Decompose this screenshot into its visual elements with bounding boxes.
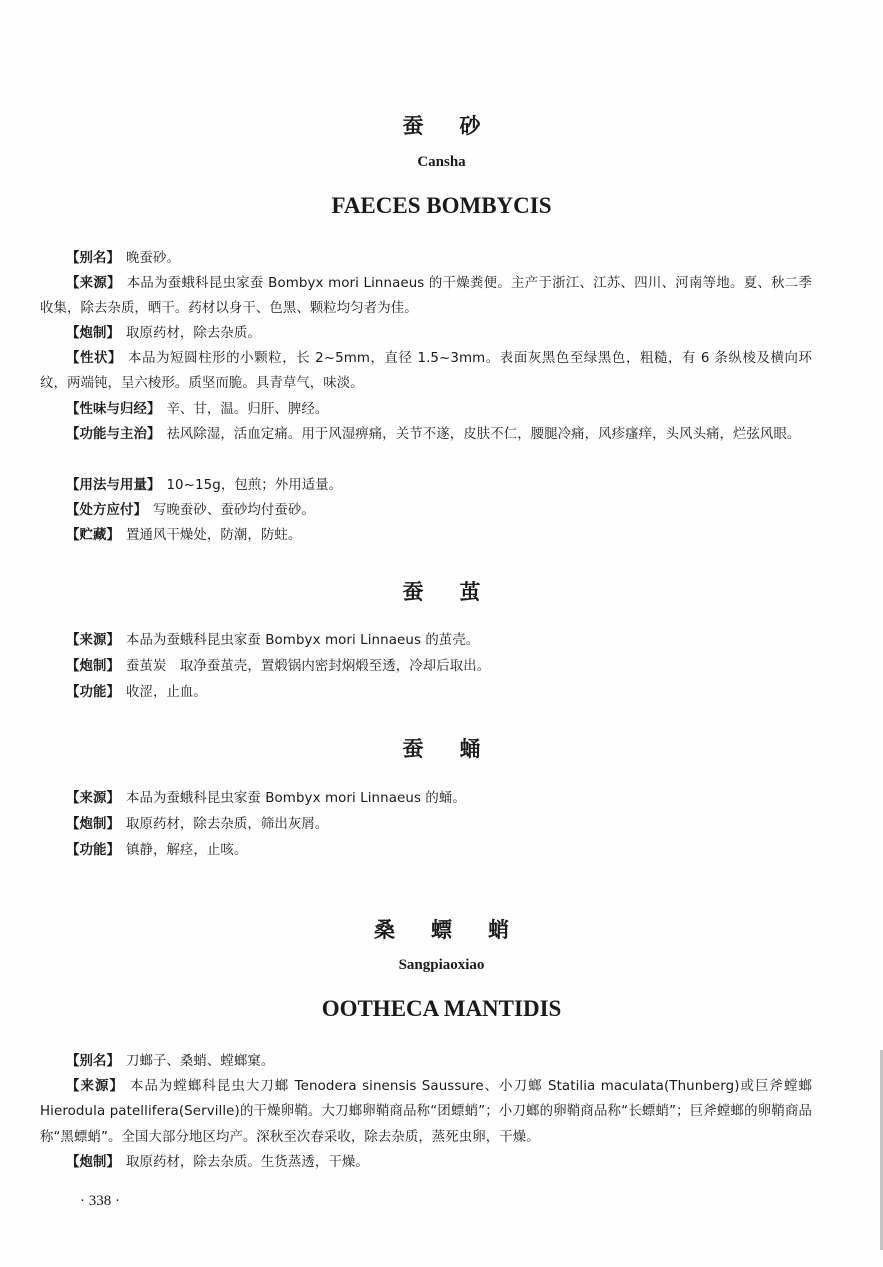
entry xyxy=(40,473,812,498)
entry xyxy=(40,271,812,322)
entry-label: 【性味与归经】 xyxy=(66,402,161,417)
entry xyxy=(40,321,812,346)
entry-label: 【功能与主治】 xyxy=(66,427,161,442)
entry-text: 本品为蚕蛾科昆虫家蚕 Bombyx mori Linnaeus 的干燥粪便。主产于浙江、江苏、四川、河南等地。夏、秋二季收集，除去杂质，晒干。药材以身干、色黑、颗粒均匀者为佳。 xyxy=(40,276,812,317)
entry xyxy=(40,786,812,811)
entry xyxy=(40,498,812,523)
entry-label: 【性状】 xyxy=(66,351,123,366)
entry-label: 【功能】 xyxy=(66,685,120,700)
page-number: · 338 · xyxy=(80,1193,120,1209)
entry-label: 【来源】 xyxy=(66,791,120,806)
entry-text: 取原药材，除去杂质。 xyxy=(125,326,261,341)
entry-label: 【贮藏】 xyxy=(66,528,120,543)
entry-text: 取原药材，除去杂质，筛出灰屑。 xyxy=(125,817,329,832)
entry-label: 【来源】 xyxy=(66,276,121,291)
entry-text: 辛、甘，温。归肝、脾经。 xyxy=(166,402,329,417)
monograph-title-cn: 蚕茧 xyxy=(402,580,517,604)
entry-label: 【别名】 xyxy=(66,251,120,266)
entry-text: 收涩，止血。 xyxy=(125,685,207,700)
entry-label: 【炮制】 xyxy=(66,659,120,674)
monograph-title-cn: 蚕砂 xyxy=(402,114,517,138)
entry-text: 置通风干燥处，防潮，防蛀。 xyxy=(125,528,302,543)
entry-text: 本品为蚕蛾科昆虫家蚕 Bombyx mori Linnaeus 的蛹。 xyxy=(125,791,466,806)
monograph-title-latin: OOTHECA MANTIDIS xyxy=(321,996,562,1021)
entry xyxy=(40,680,812,705)
entry xyxy=(40,838,812,863)
entry xyxy=(40,246,812,271)
entry-label: 【用法与用量】 xyxy=(66,478,161,493)
entry-label: 【别名】 xyxy=(66,1054,120,1069)
monograph-title-pinyin: Cansha xyxy=(417,154,466,170)
monograph-title-latin: FAECES BOMBYCIS xyxy=(331,193,552,218)
entry-text: 本品为蚕蛾科昆虫家蚕 Bombyx mori Linnaeus 的茧壳。 xyxy=(125,633,480,648)
entry xyxy=(40,346,812,397)
entry xyxy=(40,1074,812,1150)
entry-label: 【来源】 xyxy=(66,633,120,648)
entry-text: 10~15g，包煎；外用适量。 xyxy=(166,478,343,493)
entry xyxy=(40,523,812,548)
entry-text: 刀螂子、桑蛸、螳螂窠。 xyxy=(125,1054,275,1069)
entry xyxy=(40,654,812,679)
entry-text: 本品为螳螂科昆虫大刀螂 Tenodera sinensis Saussure、小刀螂 Statilia maculata(Thunberg)或巨斧螳螂 Hierodula patellifera(Serville)的干燥卵鞘。大刀螂卵鞘商品称“团螵蛸”；小刀螂的卵鞘商品称“长螵蛸”；巨斧螳螂的卵鞘商品称“黑螵蛸”。全国大部分地区均产。深秋至次春采收，除去杂质，蒸死虫卵，干燥。 xyxy=(40,1079,812,1145)
entry-text: 取原药材，除去杂质。生货蒸透，干燥。 xyxy=(125,1155,369,1170)
entry-text: 镇静，解痉，止咳。 xyxy=(125,843,248,858)
entry-text: 写晚蚕砂、蚕砂均付蚕砂。 xyxy=(152,503,315,518)
entry xyxy=(40,628,812,653)
entry-label: 【功能】 xyxy=(66,843,120,858)
monograph-title-pinyin: Sangpiaoxiao xyxy=(398,957,485,973)
entry-text: 祛风除湿，活血定痛。用于风湿痹痛，关节不遂，皮肤不仁，腰腿冷痛，风疹瘙痒，头风头痛，烂弦风眼。 xyxy=(166,427,801,442)
monograph-title-cn: 桑螵蛸 xyxy=(374,918,545,942)
monograph-title-cn: 蚕蛹 xyxy=(402,737,517,761)
entry-label: 【炮制】 xyxy=(66,326,120,341)
entry-label: 【处方应付】 xyxy=(66,503,147,518)
entry xyxy=(40,1150,812,1175)
entry-text: 蚕茧炭 取净蚕茧壳，置煅锅内密封焖煅至透，冷却后取出。 xyxy=(125,659,491,674)
entry-label: 【炮制】 xyxy=(66,817,120,832)
entry-label: 【来源】 xyxy=(66,1079,124,1094)
entry xyxy=(40,812,812,837)
entry-label: 【炮制】 xyxy=(66,1155,120,1170)
entry xyxy=(40,422,812,447)
entry-text: 本品为短圆柱形的小颗粒，长 2~5mm，直径 1.5~3mm。表面灰黑色至绿黑色，粗糙，有 6 条纵棱及横向环纹，两端钝，呈六棱形。质坚而脆。具青草气，味淡。 xyxy=(40,351,812,392)
entry xyxy=(40,397,812,422)
entry-text: 晚蚕砂。 xyxy=(125,251,180,266)
entry xyxy=(40,1049,812,1074)
